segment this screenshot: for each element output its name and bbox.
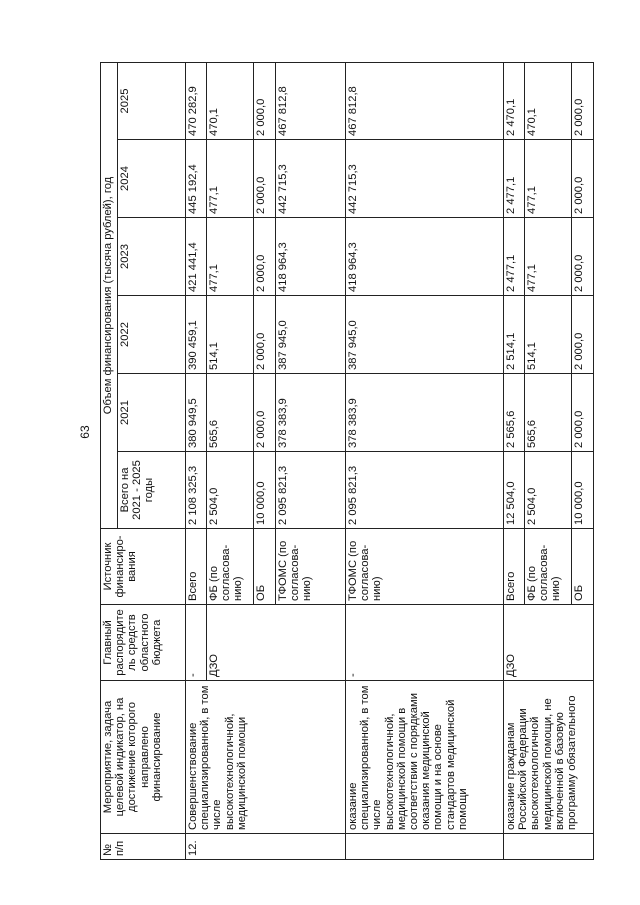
value-2021: 378 383,9 xyxy=(276,374,346,452)
value-2022: 2 000,0 xyxy=(572,296,594,374)
row-measure: оказание гражданам Российской Федерации высокотехнологичной медицинской помощи, не включенной в базовую программу обязательного xyxy=(504,681,594,834)
header-no: № п/п xyxy=(101,834,186,860)
value-2023: 2 000,0 xyxy=(572,218,594,296)
value-total: 10 000,0 xyxy=(572,452,594,529)
value-2024: 442 715,3 xyxy=(346,140,504,218)
row-number xyxy=(346,834,504,860)
value-2022: 514,1 xyxy=(207,296,254,374)
header-year-2023: 2023 xyxy=(118,218,186,296)
value-2024: 2 000,0 xyxy=(572,140,594,218)
value-2024: 2 477,1 xyxy=(504,140,525,218)
header-volume: Объем финансирования (тысяча рублей), год xyxy=(101,63,118,529)
row-source: ОБ xyxy=(254,529,276,605)
value-2021: 2 000,0 xyxy=(572,374,594,452)
row-source: ТФОМС (по согласова-нию) xyxy=(346,529,504,605)
value-2023: 418 964,3 xyxy=(346,218,504,296)
row-source: ТФОМС (по согласова-нию) xyxy=(276,529,346,605)
value-2023: 477,1 xyxy=(207,218,254,296)
value-2022: 2 514,1 xyxy=(504,296,525,374)
value-2023: 2 000,0 xyxy=(254,218,276,296)
row-source: ФБ (по согласова-нию) xyxy=(525,529,572,605)
value-total: 2 095 821,3 xyxy=(276,452,346,529)
header-year-2022: 2022 xyxy=(118,296,186,374)
value-2023: 2 477,1 xyxy=(504,218,525,296)
value-2021: 565,6 xyxy=(207,374,254,452)
row-source: ФБ (по согласова-нию) xyxy=(207,529,254,605)
row-manager: - xyxy=(346,605,504,681)
financing-table xyxy=(100,62,594,860)
value-total: 12 504,0 xyxy=(504,452,525,529)
value-2022: 387 945,0 xyxy=(276,296,346,374)
value-total: 10 000,0 xyxy=(254,452,276,529)
row-manager: ДЗО xyxy=(207,605,346,681)
value-2025: 470,1 xyxy=(525,63,572,140)
rotated-table-container xyxy=(100,63,635,860)
table-row xyxy=(346,63,504,860)
value-2024: 2 000,0 xyxy=(254,140,276,218)
value-total: 2 504,0 xyxy=(525,452,572,529)
value-2021: 378 383,9 xyxy=(346,374,504,452)
value-2025: 2 000,0 xyxy=(254,63,276,140)
row-manager: ДЗО xyxy=(504,605,594,681)
value-2025: 2 000,0 xyxy=(572,63,594,140)
value-2024: 477,1 xyxy=(525,140,572,218)
header-year-total: Всего на 2021 - 2025 годы xyxy=(118,452,186,529)
header-measure: Мероприятие, задача целевой индикатор, на достижение которого направлено финансирование xyxy=(101,681,186,834)
value-total: 2 504,0 xyxy=(207,452,254,529)
value-total: 2 108 325,3 xyxy=(186,452,207,529)
header-year-2021: 2021 xyxy=(118,374,186,452)
value-2025: 467 812,8 xyxy=(346,63,504,140)
row-manager: - xyxy=(186,605,207,681)
value-2024: 477,1 xyxy=(207,140,254,218)
value-2024: 445 192,4 xyxy=(186,140,207,218)
value-2021: 2 000,0 xyxy=(254,374,276,452)
value-total: 2 095 821,3 xyxy=(346,452,504,529)
header-year-2024: 2024 xyxy=(118,140,186,218)
value-2022: 387 945,0 xyxy=(346,296,504,374)
page-number: 63 xyxy=(78,425,92,439)
value-2021: 565,6 xyxy=(525,374,572,452)
value-2023: 418 964,3 xyxy=(276,218,346,296)
header-source: Источник финансиро-вания xyxy=(101,529,186,605)
value-2025: 467 812,8 xyxy=(276,63,346,140)
row-number: 12. xyxy=(186,834,346,860)
value-2025: 2 470,1 xyxy=(504,63,525,140)
row-source: Всего xyxy=(186,529,207,605)
row-number xyxy=(504,834,594,860)
value-2025: 470 282,9 xyxy=(186,63,207,140)
header-manager: Главный распорядитель средств областного бюджета xyxy=(101,605,186,681)
value-2025: 470,1 xyxy=(207,63,254,140)
table-row xyxy=(186,63,207,860)
value-2022: 514,1 xyxy=(525,296,572,374)
table-row xyxy=(504,63,525,860)
value-2024: 442 715,3 xyxy=(276,140,346,218)
value-2022: 390 459,1 xyxy=(186,296,207,374)
value-2023: 477,1 xyxy=(525,218,572,296)
header-year-2025: 2025 xyxy=(118,63,186,140)
value-2021: 2 565,6 xyxy=(504,374,525,452)
value-2022: 2 000,0 xyxy=(254,296,276,374)
row-source: Всего xyxy=(504,529,525,605)
row-measure: оказание специализированной, в том числе высокотехнологичной, медицинской помощи в соответствии с порядками оказания медицинской помощи и на основе стандартов медицинской помощи xyxy=(346,681,504,834)
value-2023: 421 441,4 xyxy=(186,218,207,296)
row-source: ОБ xyxy=(572,529,594,605)
row-measure: Совершенствование специализированной, в том числе высокотехнологичной, медицинской помощи xyxy=(186,681,346,834)
value-2021: 380 949,5 xyxy=(186,374,207,452)
